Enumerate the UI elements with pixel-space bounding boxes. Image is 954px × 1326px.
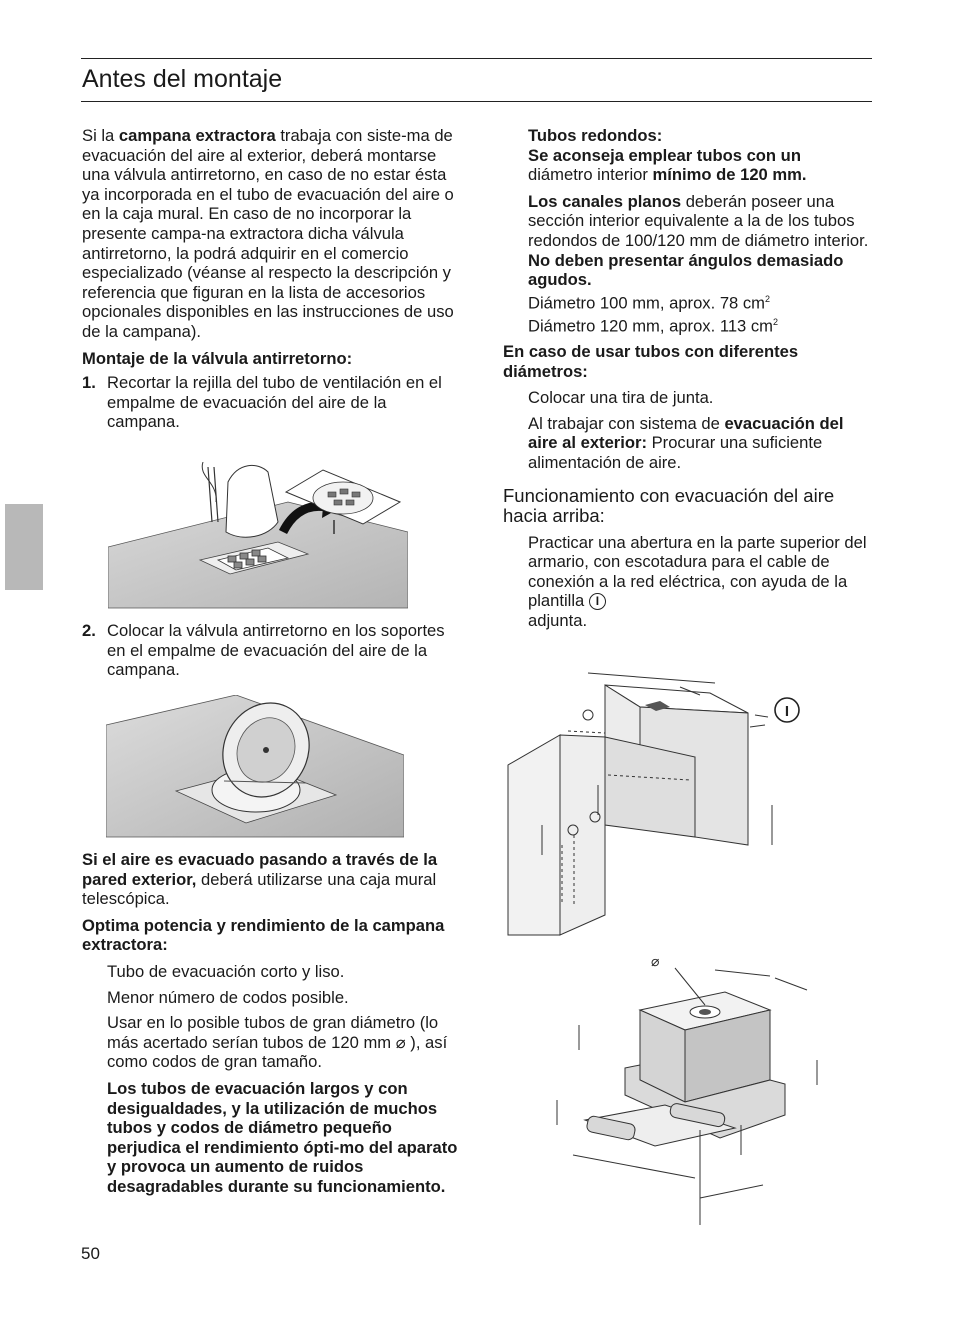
page-number: 50 xyxy=(81,1244,100,1263)
optima-heading: Optima potencia y rendimiento de la campana extractora: xyxy=(82,915,445,955)
figure-hood-dimensions xyxy=(545,950,835,1230)
intro-paragraph: Si la campana extractora trabaja con siste-ma de evacuación del aire al exterior, deberá montarse una válvula antirretorno, en caso de no estar ésta ya incorporada en el tubo de evacuación del aire o en la caja mural. En caso de no incorporar la presente campa-na extractora dicha válvula antirretorno, la podrá adquirir en el comercio especializado (véanse al respecto la descripción y referencia que figuran en la lista de accesorios opcionales disponibles en las instrucciones de uso de la campana). xyxy=(82,126,454,341)
diff-item-2: Al trabajar con sistema de evacuación del aire al exterior: Procurar una suficiente alimentación de aire. xyxy=(528,413,844,472)
flat-warning: No deben presentar ángulos demasiado agudos. xyxy=(528,250,844,290)
page-title: Antes del montaje xyxy=(82,65,283,93)
header-bottom-rule xyxy=(81,101,872,102)
header-top-rule xyxy=(81,58,872,59)
valve-heading: Montaje de la válvula antirretorno: xyxy=(82,348,353,368)
optima-item-2: Menor número de codos posible. xyxy=(107,987,349,1007)
left-column xyxy=(82,126,462,432)
warning-paragraph: Los tubos de evacuación largos y con desigualdades, y la utilización de muchos tubos y codos de diámetro pequeño perjudica el rendimiento ópti-mo del aparato y provoca un aumento de ruidos desagradables durante su funcionamiento. xyxy=(107,1078,458,1196)
flat-channels: Los canales planos deberán poseer una sección interior equivalente a la de los tubos redondos de 100/120 mm de diámetro interior. xyxy=(528,191,869,250)
step-2: 2. Colocar la válvula antirretorno en los soportes en el empalme de evacuación del aire de la campana. xyxy=(82,621,445,680)
optima-item-3: Usar en lo posible tubos de gran diámetro (lo más acertado serían tubos de 120 mm ⌀ ), así como codos de gran tamaño. xyxy=(107,1013,448,1072)
round-heading: Tubos redondos: xyxy=(528,126,663,145)
wall-box-note: Si el aire es evacuado pasando a través de la pared exterior, deberá utilizarse una caja mural telescópica. xyxy=(82,850,438,909)
right-column xyxy=(503,126,873,631)
template-symbol-icon: I xyxy=(589,593,606,610)
figure-cabinet-template xyxy=(500,665,810,943)
diameter-120: Diámetro 120 mm, aprox. 113 $cm^2$ xyxy=(528,316,779,336)
up-heading: Funcionamiento con evacuación del aire hacia arriba: xyxy=(503,484,835,526)
optima-item-1: Tubo de evacuación corto y liso. xyxy=(107,961,345,981)
diameter-symbol-label: ⌀ xyxy=(651,953,660,969)
diff-item-1: Colocar una tira de junta. xyxy=(528,388,714,408)
diff-heading: En caso de usar tubos con diferentes diámetros: xyxy=(503,342,799,381)
figure-cut-grille xyxy=(108,462,408,610)
up-paragraph: Practicar una abertura en la parte superior del armario, con escotadura para el cable de conexión a la red eléctrica, con ayuda de la plantilla I adjunta. xyxy=(528,532,867,630)
section-tab-marker xyxy=(5,504,43,590)
figure-valve-installed xyxy=(106,695,404,839)
diameter-100: Diámetro 100 mm, aprox. 78 $cm^2$ xyxy=(528,293,771,313)
round-diameter: diámetro interior mínimo de 120 mm. xyxy=(528,165,807,185)
step-1: 1. Recortar la rejilla del tubo de ventilación en el empalme de evacuación del aire de la campana. xyxy=(82,373,442,432)
template-symbol-label: I xyxy=(784,703,790,720)
left-column-lower xyxy=(82,850,462,1197)
round-advice: Se aconseja emplear tubos con un xyxy=(528,145,801,165)
